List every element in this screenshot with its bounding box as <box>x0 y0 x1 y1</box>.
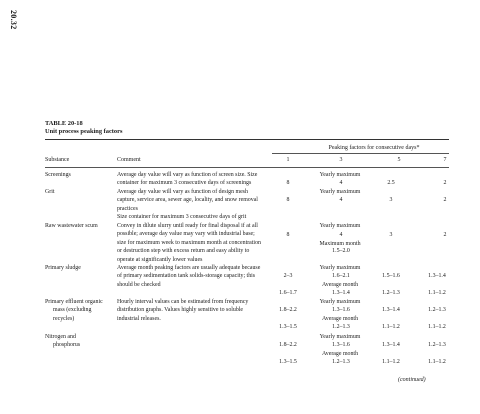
value-cell: 3 <box>389 197 393 203</box>
row-comment: Average month peaking factors are usually adequate because of primary sedimentation tank solids-storage capacity; this should be checked <box>117 265 261 288</box>
value-cell: 1.5–2.0 <box>332 248 350 254</box>
value-cell: 1.2–1.3 <box>428 342 446 348</box>
value-cell: 2.5 <box>387 180 395 186</box>
table-label: TABLE 20-18 <box>45 120 83 127</box>
value-cell: 1.5–1.6 <box>382 273 400 279</box>
page-number: 20.32 <box>9 10 18 30</box>
value-cell: 1.3–1.4 <box>428 273 446 279</box>
row-substance: Nitrogen and phosphorus <box>45 334 81 349</box>
value-cell: 4 <box>339 197 343 203</box>
sub-header: Average month <box>321 351 359 357</box>
value-cell: 1.2–1.3 <box>428 307 446 313</box>
row-comment: Average day value will vary as function of screen size. Size container for maximum 3 consecutive days of screenings <box>117 172 258 187</box>
value-cell: 2 <box>443 180 447 186</box>
value-cell: 4 <box>339 232 343 238</box>
sub-header: Yearly maximum <box>319 223 361 229</box>
value-cell: 1.3–1.6 <box>332 307 350 313</box>
group-header: Peaking factors for consecutive days* <box>328 145 420 151</box>
value-cell: 1.3–1.5 <box>279 324 297 330</box>
value-cell: 1.2–1.3 <box>332 359 350 365</box>
row-comment: Average day value will vary as function of design mesh capture, service area, sewer age, locality, and snow removal practices Size container for maximum 3 consecutive days of grit <box>117 189 258 221</box>
value-cell: 1.3–1.5 <box>279 359 297 365</box>
continued-note: (continued) <box>398 377 426 383</box>
row-comment: Convey in dilute slurry until ready for final disposal if at all possible; average day value may vary with industrial base; size for maximum week to maximum month at concentration or destruction step with excess return and easy ability to operate at significantly lower values <box>117 223 261 263</box>
value-cell: 1.6–2.1 <box>332 273 350 279</box>
sub-header: Yearly maximum <box>319 189 361 195</box>
col-header-1: 1 <box>286 157 290 163</box>
value-cell: 1.8–2.2 <box>279 342 297 348</box>
row-substance: Raw wastewater scum <box>45 223 98 229</box>
value-cell: 1.2–1.3 <box>332 324 350 330</box>
value-cell: 1.3–1.4 <box>332 290 350 296</box>
value-cell: 4 <box>339 180 343 186</box>
col-header-5: 5 <box>397 157 401 163</box>
sub-header: Average month <box>321 316 359 322</box>
value-cell: 1.1–1.2 <box>382 324 400 330</box>
sub-header: Yearly maximum <box>319 172 361 178</box>
col-header-substance: Substance <box>45 157 70 163</box>
sub-header: Maximum month <box>319 241 361 247</box>
value-cell: 8 <box>286 180 290 186</box>
value-cell: 1.3–1.4 <box>382 307 400 313</box>
row-substance: Primary effluent organic mass (excluding recycles) <box>45 299 103 322</box>
value-cell: 1.1–1.2 <box>382 359 400 365</box>
table-title: Unit process peaking factors <box>45 128 123 135</box>
value-cell: 1.6–1.7 <box>279 290 297 296</box>
value-cell: 8 <box>286 232 290 238</box>
value-cell: 1.1–1.2 <box>428 359 446 365</box>
value-cell: 1.1–1.2 <box>428 290 446 296</box>
sub-header: Average month <box>321 282 359 288</box>
col-header-comment: Comment <box>117 157 141 163</box>
value-cell: 1.1–1.2 <box>428 324 446 330</box>
row-substance: Primary sludge <box>45 265 81 271</box>
value-cell: 2–3 <box>283 273 293 279</box>
sub-header: Yearly maximum <box>319 265 361 271</box>
header-rule <box>45 167 449 168</box>
value-cell: 8 <box>286 197 290 203</box>
group-rule <box>272 153 449 154</box>
top-rule <box>45 139 449 140</box>
value-cell: 2 <box>443 232 447 238</box>
value-cell: 1.3–1.4 <box>382 342 400 348</box>
sub-header: Yearly maximum <box>319 334 361 340</box>
sub-header: Yearly maximum <box>319 299 361 305</box>
value-cell: 1.2–1.3 <box>382 290 400 296</box>
row-comment: Hourly interval values can be estimated from frequency distribution graphs. Values highly sensitive to soluble industrial releases. <box>117 299 249 322</box>
col-header-3: 3 <box>339 157 343 163</box>
col-header-7: 7 <box>443 157 447 163</box>
value-cell: 2 <box>443 197 447 203</box>
row-substance: Grit <box>45 189 55 195</box>
value-cell: 3 <box>389 232 393 238</box>
value-cell: 1.8–2.2 <box>279 307 297 313</box>
value-cell: 1.3–1.6 <box>332 342 350 348</box>
row-substance: Screenings <box>45 172 71 178</box>
